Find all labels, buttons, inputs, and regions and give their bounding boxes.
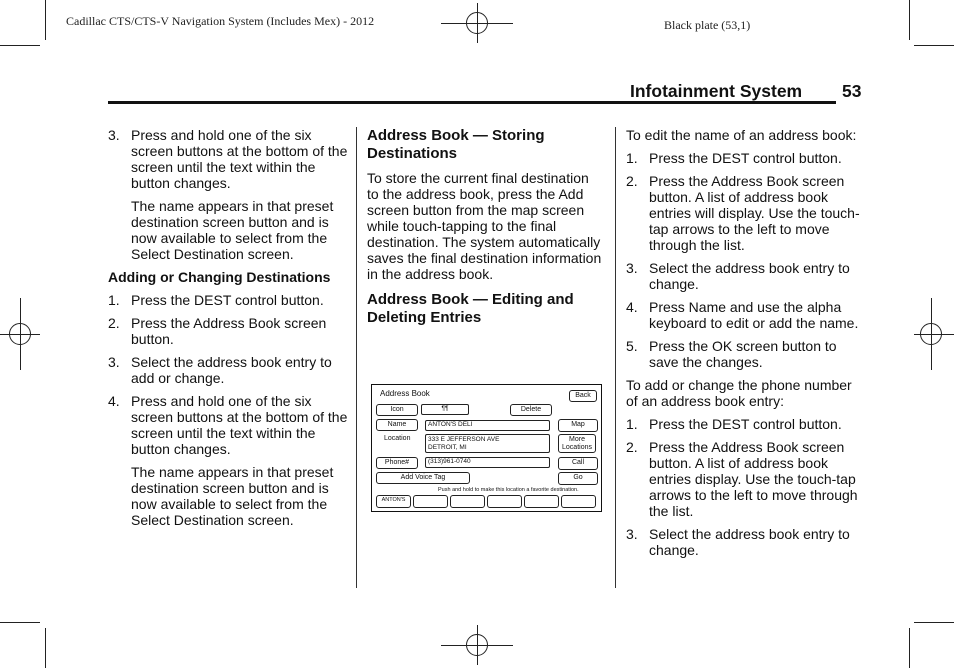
header-rule: [108, 101, 836, 104]
section-title: Infotainment System: [630, 81, 803, 101]
note-paragraph: The name appears in that preset destination screen button and is now available to select from the Select Destination screen.: [131, 464, 334, 528]
step-number: 3.: [626, 526, 638, 542]
step-number: 3.: [108, 127, 120, 143]
location-label: Location: [384, 435, 411, 442]
name-field: ANTON'S DELI: [425, 420, 550, 431]
heading-editing: Address Book — Editing and Deleting Entries: [367, 291, 574, 326]
list-item: [108, 127, 348, 191]
go-button[interactable]: Go: [558, 472, 598, 485]
preset-button-3[interactable]: [450, 495, 485, 508]
page-number: 53: [842, 81, 862, 101]
more-locations-label-1: More: [569, 436, 585, 443]
step-text: Press the Address Book screen button. A list of address book entries will display. Use the touch-tap arrows to the left to move through the list.: [649, 173, 860, 253]
preset-button-2[interactable]: [413, 495, 448, 508]
crop-mark-tr-h: [914, 45, 954, 46]
column-divider-2: [615, 127, 616, 588]
call-button[interactable]: Call: [558, 457, 598, 470]
back-button[interactable]: Back: [569, 390, 597, 402]
step-number: 4.: [626, 299, 638, 315]
list-item: [626, 526, 866, 558]
address-line-2: DETROIT, MI: [428, 444, 467, 451]
crop-mark-bl-v: [45, 628, 46, 668]
crop-mark-tl-v: [45, 0, 46, 40]
icon-button[interactable]: Icon: [376, 404, 418, 416]
plate-label: Black plate (53,1): [664, 18, 751, 32]
note-paragraph: The name appears in that preset destination screen button and is now available to select from the Select Destination screen.: [131, 198, 334, 262]
book-title: Cadillac CTS/CTS-V Navigation System (Includes Mex) - 2012: [66, 14, 375, 28]
step-text: Press Name and use the alpha keyboard to edit or add the name.: [649, 299, 859, 331]
phone-field: (313)961-0740: [425, 457, 550, 468]
screen-title: Address Book: [380, 389, 430, 398]
step-text: Press the DEST control button.: [131, 292, 324, 308]
storing-paragraph: To store the current final destination to the address book, press the Add screen button from the map screen while touch-tapping to the final destination. The system automatically saves the final destination information in the address book.: [367, 170, 602, 282]
add-voice-tag-button[interactable]: Add Voice Tag: [376, 472, 470, 484]
step-text: Press and hold one of the six screen buttons at the bottom of the screen until the text within the button changes.: [131, 127, 348, 191]
edit-name-intro: To edit the name of an address book:: [626, 127, 857, 143]
step-text: Press the DEST control button.: [649, 416, 842, 432]
list-item: [626, 416, 866, 432]
step-number: 1.: [108, 292, 120, 308]
step-text: Press the Address Book screen button. A list of address book entries display. Use the touch-tap arrows to the left to move through the list.: [649, 439, 858, 519]
address-field: [425, 434, 550, 453]
step-number: 2.: [626, 173, 638, 189]
crop-mark-br-h: [914, 622, 954, 623]
step-text: Press the DEST control button.: [649, 150, 842, 166]
step-text: Press and hold one of the six screen buttons at the bottom of the screen until the text within the button changes.: [131, 393, 348, 457]
step-number: 3.: [108, 354, 120, 370]
step-text: Select the address book entry to add or change.: [131, 354, 332, 386]
preset-button-6[interactable]: [561, 495, 596, 508]
list-item: [108, 292, 348, 308]
column-1: [108, 127, 348, 535]
crop-mark-tl-h: [0, 45, 40, 46]
list-item: [626, 299, 866, 331]
more-locations-button[interactable]: [558, 434, 596, 453]
heading-storing: Address Book — Storing Destinations: [367, 127, 545, 162]
crop-mark-tr-v: [909, 0, 910, 40]
crop-mark-bl-h: [0, 622, 40, 623]
column-3: [626, 127, 866, 565]
step-number: 1.: [626, 416, 638, 432]
list-item: [626, 150, 866, 166]
list-item: [108, 393, 348, 457]
icon-field: ¶¶: [421, 404, 469, 415]
step-number: 5.: [626, 338, 638, 354]
address-book-screen: [371, 384, 602, 512]
step-number: 4.: [108, 393, 120, 409]
step-text: Press the OK screen button to save the changes.: [649, 338, 837, 370]
list-item: [626, 439, 866, 519]
step-text: Select the address book entry to change.: [649, 260, 850, 292]
step-number: 2.: [108, 315, 120, 331]
step-number: 1.: [626, 150, 638, 166]
column-divider-1: [356, 127, 357, 588]
preset-button-5[interactable]: [524, 495, 559, 508]
preset-button-1[interactable]: ANTON'S: [376, 495, 411, 508]
address-line-1: 333 E JEFFERSON AVE: [428, 436, 500, 443]
column-2: [367, 127, 603, 334]
step-number: 2.: [626, 439, 638, 455]
step-text: Select the address book entry to change.: [649, 526, 850, 558]
list-item: [626, 338, 866, 370]
list-item: [108, 315, 348, 347]
map-button[interactable]: Map: [558, 419, 598, 432]
preset-button-4[interactable]: [487, 495, 522, 508]
name-button[interactable]: Name: [376, 419, 418, 431]
subheading: Adding or Changing Destinations: [108, 269, 331, 285]
phone-button[interactable]: Phone#: [376, 457, 418, 469]
step-number: 3.: [626, 260, 638, 276]
crop-mark-br-v: [909, 628, 910, 668]
list-item: [626, 173, 866, 253]
favorite-hint: Push and hold to make this location a favorite destination.: [438, 487, 579, 493]
list-item: [108, 354, 348, 386]
more-locations-label-2: Locations: [562, 444, 592, 451]
delete-button[interactable]: Delete: [510, 404, 552, 416]
step-text: Press the Address Book screen button.: [131, 315, 327, 347]
phone-intro: To add or change the phone number of an address book entry:: [626, 377, 852, 409]
list-item: [626, 260, 866, 292]
